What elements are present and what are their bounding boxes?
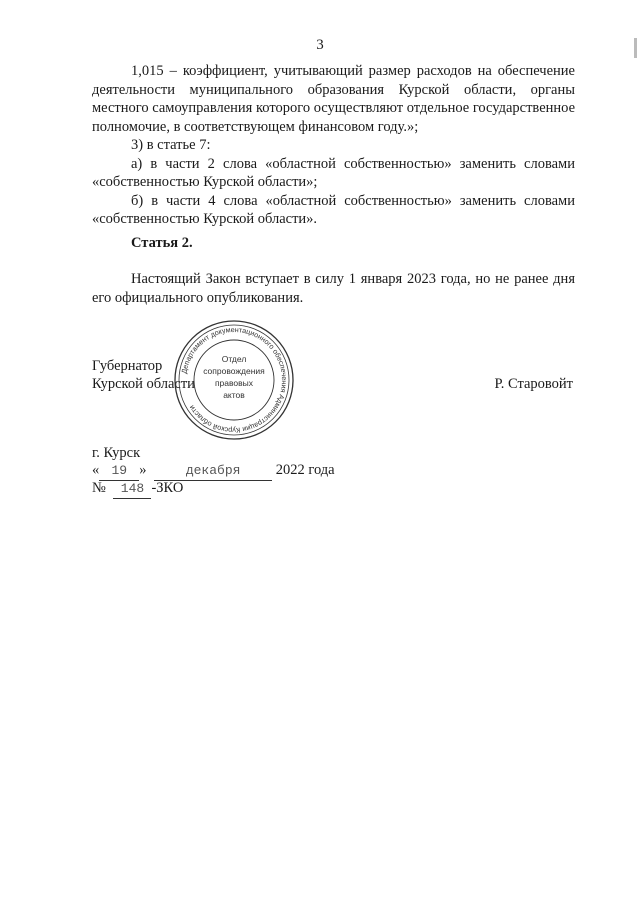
date-open-quote: « — [92, 462, 100, 478]
article-body — [92, 270, 575, 307]
footer-date — [92, 461, 335, 481]
number-suffix: -ЗКО — [151, 480, 184, 496]
stamp-ring-text: Департамент документационного обеспечения Администрации Курской области — [179, 324, 290, 436]
article-heading: Статья 2. — [131, 235, 193, 251]
body-paragraphs — [92, 62, 575, 229]
footer-city: г. Курск — [92, 445, 141, 461]
number-prefix: № — [92, 480, 106, 496]
signature-name: Р. Старовойт — [494, 376, 573, 392]
paragraph-item-3: 3) в статье 7: — [131, 137, 211, 153]
stamp-center-line3: правовых — [214, 378, 254, 388]
paragraph-coefficient: 1,015 – коэффициент, учитывающий размер расходов на обеспечение деятельности муниципального образования Курской области, органы местного самоуправления которого осуществляют отдельное государственное полномочие, в соответствующем финансовом году.»; — [92, 63, 576, 135]
footer-number — [92, 479, 183, 499]
stamp-center-line1: Отдел — [221, 354, 247, 364]
date-month: декабря — [154, 462, 272, 481]
signature-position-line2: Курской области — [92, 376, 195, 392]
number-value: 148 — [113, 480, 151, 499]
article-text: Настоящий Закон вступает в силу 1 января 2023 года, но не ранее дня его официального опубликования. — [92, 271, 575, 306]
page-number: 3 — [316, 37, 324, 53]
paragraph-item-b: б) в части 4 слова «областной собственностью» заменить словами «собственностью Курской области». — [92, 192, 575, 227]
stamp-center-line4: актов — [223, 390, 245, 400]
stamp-center-line2: сопровождения — [203, 366, 265, 376]
paragraph-item-a: а) в части 2 слова «областной собственностью» заменить словами «собственностью Курской области»; — [92, 155, 575, 190]
official-stamp — [172, 318, 296, 442]
signature-position-line1: Губернатор — [92, 358, 163, 374]
date-year: 2022 года — [275, 462, 335, 478]
date-close-quote: » — [139, 462, 147, 478]
date-day: 19 — [99, 462, 139, 481]
